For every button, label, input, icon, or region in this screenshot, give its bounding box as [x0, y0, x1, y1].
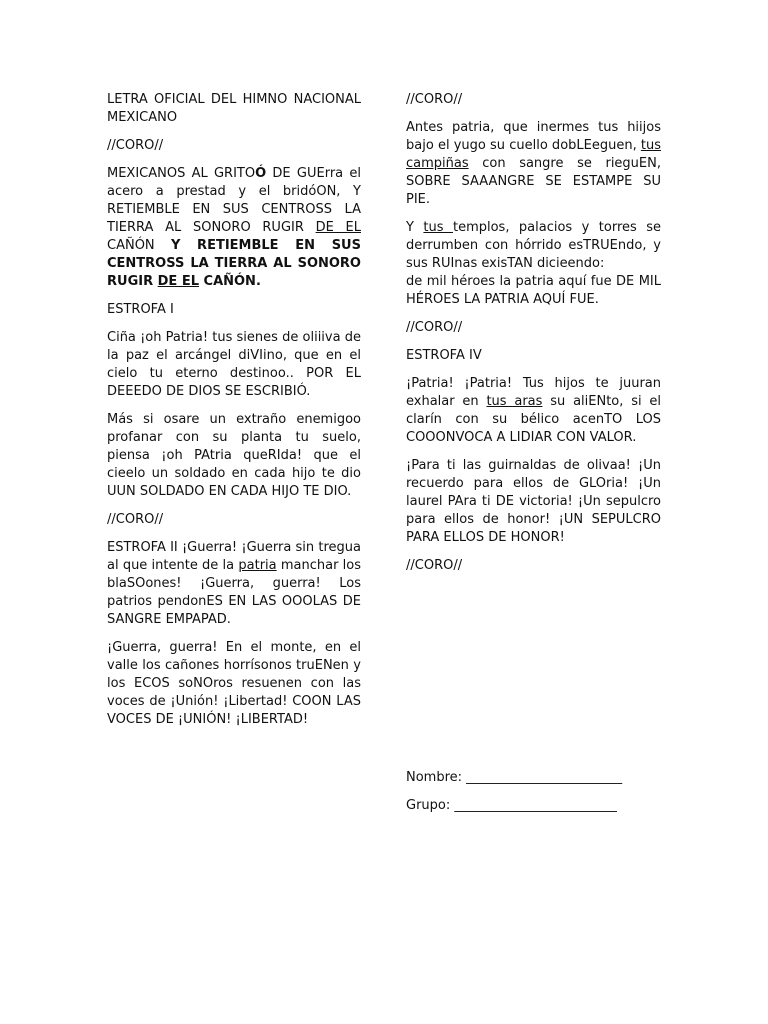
estrofa-2-paragraph-1	[107, 539, 361, 629]
estrofa-3-paragraph-1	[406, 119, 661, 209]
estrofa-1-heading: ESTROFA I	[107, 302, 174, 317]
estrofa-1-paragraph-2: Más si osare un extraño enemigoo profanar con su planta tu suelo, piensa ¡oh PAtria queRIda! que el cieelo un soldado en cada hijo te dio UUN SOLDADO EN CADA HIJO TE DIO.	[107, 412, 361, 499]
estrofa-text: su aliENto, si el clarín con su bélico acenTO LOS COOONVOCA A LIDIAR CON VALOR.	[406, 394, 661, 445]
coro-text-bold-letter: Ó	[255, 166, 267, 181]
coro-heading: //CORO//	[406, 320, 463, 335]
estrofa-text: manchar los blaSOones! ¡Guerra, guerra! Los patrios pendonES EN LAS OOOLAS DE SANGRE EMPAPAD.	[107, 558, 362, 627]
underlined-text: patria	[238, 558, 277, 573]
underlined-text: DE EL	[315, 220, 361, 235]
estrofa-1-paragraph-1: Ciña ¡oh Patria! tus sienes de oliiiva de la paz el arcángel diVIino, que en el cielo tu eterno destinoo.. POR EL DEEEDO DE DIOS SE ESCRIBIÓ.	[107, 330, 361, 399]
estrofa-4-heading: ESTROFA IV	[406, 348, 482, 363]
coro-heading: //CORO//	[107, 512, 164, 527]
underlined-text: tus campiñas	[406, 138, 661, 171]
coro-text: DE GUErra el acero a prestad y el bridóON, Y RETIEMBLE EN SUS CENTROSS LA TIERRA AL SONORO RUGIR	[107, 166, 361, 235]
underlined-text: tus	[423, 220, 453, 235]
estrofa-text: Y	[406, 220, 424, 235]
right-column	[406, 91, 661, 585]
estrofa-3-paragraph-2	[406, 219, 661, 309]
coro-heading: //CORO//	[406, 92, 463, 107]
name-field[interactable]: Nombre: ________________________	[406, 770, 623, 785]
estrofa-text: ¡Patria! ¡Patria! Tus hijos te juuran exhalar en	[406, 376, 661, 409]
group-field[interactable]: Grupo: _________________________	[406, 798, 617, 813]
coro-text: MEXICANOS AL GRITO	[107, 166, 256, 181]
coro-paragraph	[107, 165, 361, 291]
estrofa-4-paragraph-1	[406, 375, 661, 447]
underlined-bold-text: DE EL	[157, 274, 199, 289]
coro-bold-text: CAÑÓN.	[199, 274, 261, 289]
left-column	[107, 91, 361, 739]
estrofa-text: templos, palacios y torres se derrumben con hórrido esTRUEndo, y sus RUInas exisTAN dicieendo: de mil héroes la patria aquí fue DE MIL HÉROES LA PATRIA AQUÍ FUE.	[406, 220, 661, 307]
coro-text: CAÑÓN	[107, 238, 171, 253]
coro-heading: //CORO//	[107, 138, 164, 153]
coro-bold-text: Y RETIEMBLE EN SUS CENTROSS LA TIERRA AL SONORO RUGIR	[107, 238, 361, 289]
estrofa-2-paragraph-2: ¡Guerra, guerra! En el monte, en el valle los cañones horrísonos truENen y los ECOS soNOros resuenen con las voces de ¡Unión! ¡Libertad! COON LAS VOCES DE ¡UNIÓN! ¡LIBERTAD!	[107, 640, 361, 727]
estrofa-4-paragraph-2: ¡Para ti las guirnaldas de olivaa! ¡Un recuerdo para ellos de GLOria! ¡Un laurel PAra ti DE victoria! ¡Un sepulcro para ellos de honor! ¡UN SEPULCRO PARA ELLOS DE HONOR!	[406, 458, 661, 545]
page-title: LETRA OFICIAL DEL HIMNO NACIONAL MEXICANO	[107, 92, 361, 125]
estrofa-text: ESTROFA II ¡Guerra! ¡Guerra sin tregua al que intente de la	[107, 540, 361, 573]
estrofa-text: con sangre se rieguEN, SOBRE SAAANGRE SE ESTAMPE SU PIE.	[406, 156, 661, 207]
estrofa-text: Antes patria, que inermes tus hiijos bajo el yugo su cuello dobLEeguen,	[406, 120, 661, 153]
underlined-text: tus aras	[486, 394, 543, 409]
coro-heading: //CORO//	[406, 558, 463, 573]
